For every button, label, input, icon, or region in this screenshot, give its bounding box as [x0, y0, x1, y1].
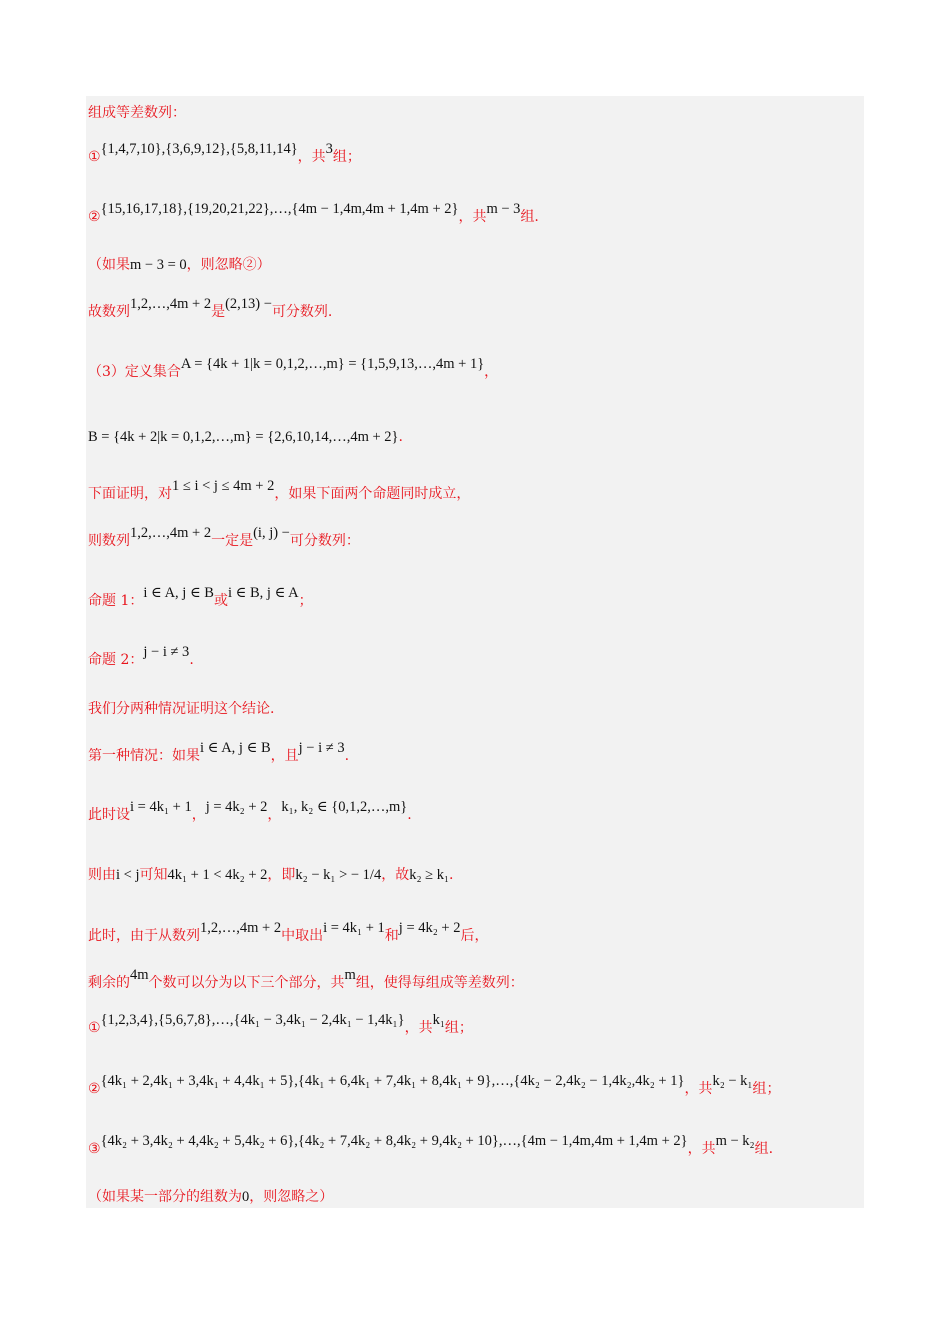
text-run: ，: [484, 364, 499, 380]
text-run: ，则忽略②）: [186, 257, 271, 273]
line-6: [88, 356, 499, 381]
line-19: [88, 1073, 781, 1098]
text-run: ，共: [297, 149, 326, 165]
math-expression: B = {4k + 2|k = 0,1,2,…,m} = {2,6,10,14,…,4m + 2}: [88, 429, 399, 445]
text-run: 后，: [460, 928, 489, 944]
text-run: 此时设: [88, 807, 130, 823]
text-run: ，共: [684, 1081, 713, 1097]
line-17: [88, 967, 524, 992]
text-run: ，: [191, 807, 206, 823]
line-21: [88, 1188, 333, 1206]
text-run: ②: [88, 209, 101, 225]
text-run: 或: [213, 593, 228, 609]
line-10: [88, 585, 313, 610]
line-5: [88, 296, 333, 321]
line-9: [88, 525, 360, 550]
math-expression: j − i ≠ 3: [143, 644, 190, 660]
math-expression: m − 3 = 0: [130, 257, 187, 273]
text-run: ①: [88, 1020, 101, 1036]
text-run: （如果某一部分的组数为: [88, 1189, 242, 1205]
text-run: ；: [298, 593, 313, 609]
text-run: 和: [384, 928, 399, 944]
text-run: 可分数列：: [289, 533, 360, 549]
math-expression: 1,2,…,4m + 2: [130, 296, 212, 312]
math-expression: k₁: [432, 1012, 445, 1028]
text-run: .: [449, 867, 454, 883]
math-expression: {1,4,7,10},{3,6,9,12},{5,8,11,14}: [100, 141, 298, 157]
text-run: ，: [267, 807, 282, 823]
text-run: 下面证明，对: [88, 486, 172, 502]
math-expression: {4k₂ + 3,4k₂ + 4,4k₂ + 5,4k₂ + 6},{4k₂ + 7,4k₂ + 8,4k₂ + 9,4k₂ + 10},…,{4m − 1,4m,4m + 1,4m + 2}: [100, 1133, 688, 1149]
math-expression: i ∈ A, j ∈ B: [200, 740, 271, 756]
math-expression: {15,16,17,18},{19,20,21,22},…,{4m − 1,4m,4m + 1,4m + 2}: [100, 201, 459, 217]
line-8: [88, 478, 471, 503]
text-run: 组成等差数列：: [88, 105, 186, 121]
text-run: 可分数列.: [271, 304, 333, 320]
math-expression: {4k₁ + 2,4k₁ + 3,4k₁ + 4,4k₁ + 5},{4k₁ + 6,4k₁ + 7,4k₁ + 8,4k₁ + 9},…,{4k₂ − 2,4k₂ − 1,4k₂,4k₂ + 1}: [100, 1073, 685, 1089]
text-run: 一定是: [211, 533, 254, 549]
line-2: [88, 141, 361, 166]
math-expression: j = 4k₂ + 2: [398, 920, 461, 936]
line-14: [88, 799, 412, 824]
text-run: .: [189, 652, 194, 668]
math-expression: 3: [325, 141, 333, 157]
text-run: 我们分两种情况证明这个结论.: [88, 701, 275, 717]
text-run: ，共: [687, 1141, 716, 1157]
text-run: 是: [211, 304, 226, 320]
math-expression: k₂ − k₁ > − 1/4: [295, 867, 382, 883]
line-3: [88, 201, 539, 226]
text-run: ，且: [270, 748, 299, 764]
text-run: ，即: [267, 867, 296, 883]
text-run: （3）定义集合: [88, 364, 181, 380]
math-expression: m − k₂: [715, 1133, 755, 1149]
text-run: ，共: [458, 209, 487, 225]
math-expression: 0: [242, 1189, 250, 1205]
text-run: 组；: [332, 149, 361, 165]
math-expression: 1,2,…,4m + 2: [130, 525, 212, 541]
text-run: ③: [88, 1141, 101, 1157]
text-run: 剩余的: [88, 975, 130, 991]
math-expression: {1,2,3,4},{5,6,7,8},…,{4k₁ − 3,4k₁ − 2,4k₁ − 1,4k₁}: [100, 1012, 405, 1028]
math-expression: j − i ≠ 3: [298, 740, 345, 756]
text-run: .: [407, 807, 412, 823]
text-run: 第一种情况：如果: [88, 748, 200, 764]
line-20: [88, 1133, 774, 1158]
math-expression: 4m: [130, 967, 149, 983]
text-run: ，故: [381, 867, 410, 883]
math-expression: m: [344, 967, 356, 983]
text-run: 则数列: [88, 533, 130, 549]
line-18: [88, 1012, 473, 1037]
text-run: ，如果下面两个命题同时成立，: [274, 486, 471, 502]
math-expression: 4k₁ + 1 < 4k₂ + 2: [167, 867, 268, 883]
text-run: 命题 1：: [88, 593, 144, 609]
math-expression: (2,13) −: [225, 296, 272, 312]
math-expression: j = 4k₂ + 2: [205, 799, 268, 815]
text-run: 组.: [520, 209, 539, 225]
text-run: ，共: [404, 1020, 433, 1036]
text-run: 可知: [139, 867, 168, 883]
line-12: [88, 700, 274, 718]
math-expression: 1,2,…,4m + 2: [200, 920, 282, 936]
line-4: [88, 256, 271, 274]
text-run: .: [398, 429, 403, 445]
math-expression: i = 4k₁ + 1: [130, 799, 192, 815]
math-expression: (i, j) −: [253, 525, 290, 541]
math-expression: i < j: [116, 867, 140, 883]
line-1: [88, 104, 186, 122]
math-expression: 1 ≤ i < j ≤ 4m + 2: [172, 478, 275, 494]
math-expression: i ∈ A, j ∈ B: [143, 585, 214, 601]
text-run: ①: [88, 149, 101, 165]
math-expression: k₂ − k₁: [712, 1073, 753, 1089]
text-run: .: [344, 748, 350, 764]
text-run: 组.: [754, 1141, 774, 1157]
line-11: [88, 644, 194, 669]
text-run: （如果: [88, 257, 130, 273]
text-run: 故数列: [88, 304, 130, 320]
math-expression: k₂ ≥ k₁: [409, 867, 450, 883]
line-13: [88, 740, 350, 765]
text-run: 个数可以分为以下三个部分，共: [148, 975, 345, 991]
text-run: 则由: [88, 867, 116, 883]
text-run: 组；: [444, 1020, 473, 1036]
text-run: 中取出: [281, 928, 324, 944]
math-expression: i = 4k₁ + 1: [323, 920, 385, 936]
math-expression: m − 3: [486, 201, 521, 217]
text-run: 组，使得每组成等差数列：: [355, 975, 524, 991]
text-run: 组；: [752, 1081, 781, 1097]
text-run: 此时，由于从数列: [88, 928, 200, 944]
math-expression: k₁, k₂ ∈ {0,1,2,…,m}: [281, 799, 408, 815]
line-16: [88, 920, 489, 945]
line-7: [88, 428, 403, 446]
math-expression: i ∈ B, j ∈ A: [227, 585, 299, 601]
line-15: [88, 866, 453, 884]
text-run: 命题 2：: [88, 652, 144, 668]
math-expression: A = {4k + 1|k = 0,1,2,…,m} = {1,5,9,13,…,4m + 1}: [180, 356, 485, 372]
text-run: ，则忽略之）: [249, 1189, 334, 1205]
text-run: ②: [88, 1081, 101, 1097]
